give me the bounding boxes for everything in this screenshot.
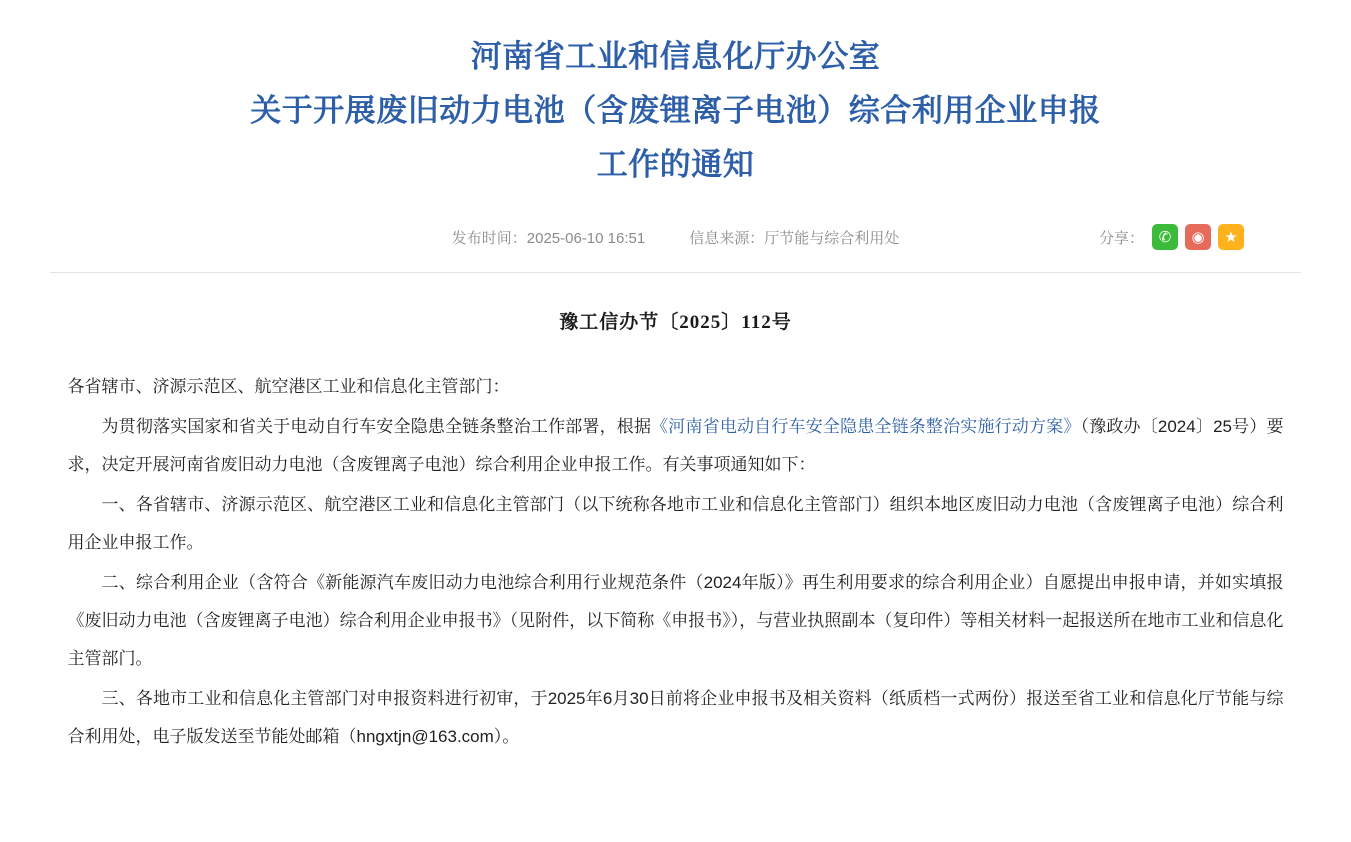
page-title <box>0 0 1351 192</box>
weibo-share-icon[interactable]: ◉ <box>1185 224 1211 250</box>
paragraph-intro-part2: （豫政办〔2024〕25号）要求，决定开展河南省废旧动力电池（含废锂离子电池）综合利用企业申报工作。有关事项通知如下： <box>67 417 1284 474</box>
publish-time <box>452 227 645 248</box>
publish-time-label: 发布时间： <box>451 229 527 247</box>
salutation: 各省辖市、济源示范区、航空港区工业和信息化主管部门： <box>67 377 510 396</box>
title-line-2: 关于开展废旧动力电池（含废锂离子电池）综合利用企业申报 <box>250 93 1101 128</box>
title-line-3: 工作的通知 <box>596 147 755 182</box>
share-bar <box>1099 222 1251 252</box>
info-source-value: 厅节能与综合利用处 <box>764 229 900 247</box>
share-label: 分享： <box>1098 229 1144 247</box>
title-line-1: 河南省工业和信息化厅办公室 <box>470 39 881 74</box>
qzone-share-icon[interactable]: ★ <box>1218 224 1244 250</box>
paragraph-item-3: 三、各地市工业和信息化主管部门对申报资料进行初审，于2025年6月30日前将企业申报书及相关资料（纸质档一式两份）报送至省工业和信息化厅节能与综合利用处，电子版发送至节能处邮箱（hngxtjn@163.com）。 <box>67 689 1284 746</box>
paragraph-intro-part1: 为贯彻落实国家和省关于电动自行车安全隐患全链条整治工作部署，根据 <box>101 417 652 436</box>
paragraph-item-1: 一、各省辖市、济源示范区、航空港区工业和信息化主管部门（以下统称各地市工业和信息化主管部门）组织本地区废旧动力电池（含废锂离子电池）综合利用企业申报工作。 <box>67 495 1284 552</box>
paragraph-item-2: 二、综合利用企业（含符合《新能源汽车废旧动力电池综合利用行业规范条件（2024年版）》再生利用要求的综合利用企业）自愿提出申报申请，并如实填报《废旧动力电池（含废锂离子电池）综合利用企业申报书》（见附件，以下简称《申报书》），与营业执照副本（复印件）等相关材料一起报送所在地市工业和信息化主管部门。 <box>67 573 1284 668</box>
paragraph-intro <box>68 408 1284 484</box>
article-meta <box>0 222 1351 252</box>
document-number: 豫工信办节〔2025〕112号 <box>559 312 792 333</box>
policy-document-link[interactable]: 《河南省电动自行车安全隐患全链条整治实施行动方案》 <box>651 417 1081 436</box>
info-source-label: 信息来源： <box>689 229 765 247</box>
header-divider <box>50 272 1301 273</box>
document-body <box>68 368 1284 756</box>
publish-time-value: 2025-06-10 16:51 <box>526 229 646 247</box>
wechat-share-icon[interactable]: ✆ <box>1152 224 1178 250</box>
info-source <box>689 227 899 248</box>
